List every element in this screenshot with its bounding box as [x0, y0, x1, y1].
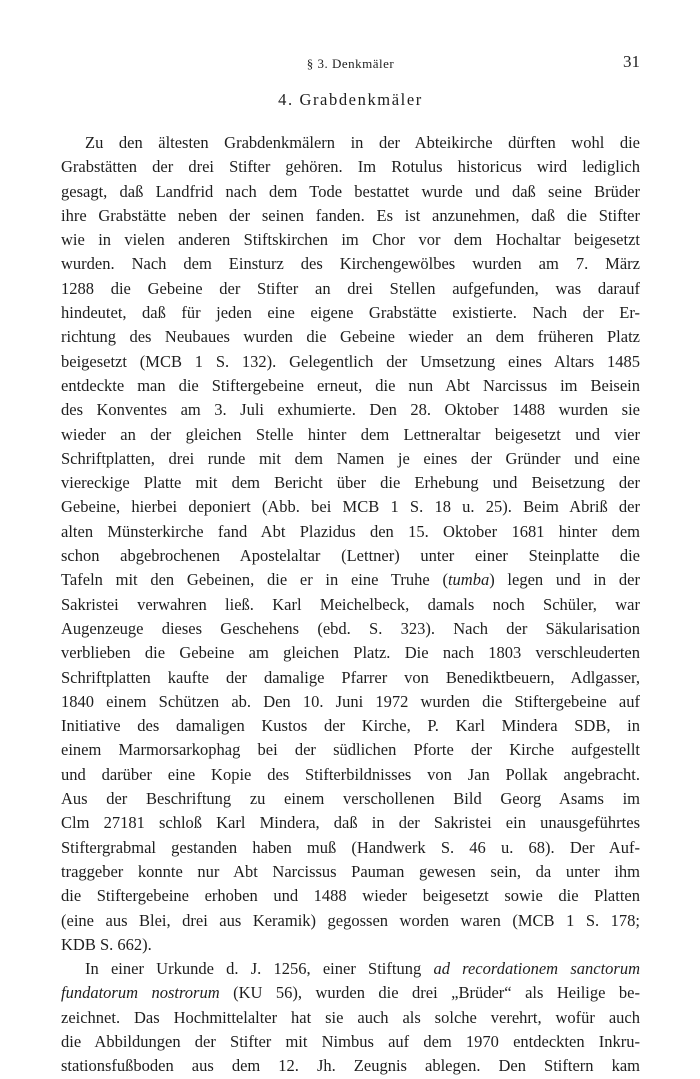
page-number: 31: [623, 52, 640, 71]
text-line: [61, 957, 640, 981]
text-line: die Abbildungen der Stifter mit Nimbus auf dem 1970 entdeckten Inkru-: [61, 1031, 640, 1051]
text-line: des Konventes am 3. Juli exhumierte. Den 28. Oktober 1488 wurden sie: [61, 400, 640, 420]
text-line: ihre Grabstätte neben der seinen fanden. Es ist anzunehmen, daß die Stifter: [61, 205, 640, 225]
text-line: zeichnet. Das Hochmittelalter hat sie auch als solche verehrt, wofür auch: [61, 1007, 640, 1027]
text-line: Gebeine, hierbei deponiert (Abb. bei MCB 1 S. 18 u. 25). Beim Abriß der: [61, 497, 640, 517]
text-line: Schriftplatten kaufte der damalige Pfarrer von Benediktbeuern, Adlgasser,: [61, 667, 640, 687]
text-line: Clm 27181 schloß Karl Mindera, daß in der Sakristei ein unausgeführtes: [61, 813, 640, 833]
text-line: verblieben die Gebeine am gleichen Platz. Die nach 1803 verschleuderten: [61, 643, 640, 663]
text-line: Zu den ältesten Grabdenkmälern in der Abteikirche dürften wohl die: [85, 133, 640, 152]
text-line: (eine aus Blei, drei aus Keramik) gegossen worden waren (MCB 1 S. 178;: [61, 910, 640, 930]
text-fragment: In einer Urkunde d. J. 1256, einer Stiftung: [85, 959, 434, 979]
text-line: schon abgebrochenen Apostelaltar (Lettner) unter einer Steinplatte die: [61, 546, 640, 566]
body-text: [61, 131, 640, 1079]
text-line: 1288 die Gebeine der Stifter an drei Stellen aufgefunden, was darauf: [61, 278, 640, 298]
text-line: wieder an der gleichen Stelle hinter dem Lettneraltar beigesetzt und vier: [61, 424, 640, 444]
italic-term: tumba: [447, 570, 490, 590]
text-line: und darüber eine Kopie des Stifterbildnisses von Jan Pollak angebracht.: [61, 764, 640, 784]
text-line: Grabstätten der drei Stifter gehören. Im Rotulus historicus wird lediglich: [61, 157, 640, 177]
text-line: wie in vielen anderen Stiftskirchen im Chor vor dem Hochaltar beigesetzt: [61, 230, 640, 250]
text-line: einem Marmorsarkophag bei der südlichen Pforte der Kirche aufgestellt: [61, 740, 640, 760]
text-line: [61, 568, 640, 592]
text-line: Schriftplatten, drei runde mit dem Namen je eines der Gründer und eine: [61, 448, 640, 468]
text-fragment: ) legen und in der: [489, 570, 640, 590]
text-line: viereckige Platte mit dem Bericht über die Erhebung und Beisetzung der: [61, 473, 640, 493]
text-line: Sakristei verwahren ließ. Karl Meichelbeck, damals noch Schüler, war: [61, 594, 640, 614]
text-line: Augenzeuge dieses Geschehens (ebd. S. 323). Nach der Säkularisation: [61, 618, 640, 638]
running-title: § 3. Denkmäler: [306, 56, 395, 71]
text-line: wurden. Nach dem Einsturz des Kirchengewölbes wurden am 7. März: [61, 254, 640, 274]
italic-term: fundatorum nostrorum: [61, 983, 220, 1003]
text-line: hindeutet, daß für jeden eine eigene Grabstätte existierte. Nach der Er-: [61, 303, 640, 323]
text-line: stationsfußboden aus dem 12. Jh. Zeugnis ablegen. Den Stiftern kam: [61, 1056, 640, 1076]
text-line: richtung des Neubaues wurden die Gebeine wieder an dem früheren Platz: [61, 327, 640, 347]
section-heading: 4. Grabdenkmäler: [278, 90, 423, 109]
text-line: Initiative des damaligen Kustos der Kirche, P. Karl Mindera SDB, in: [61, 716, 640, 736]
text-line: 1840 einem Schützen ab. Den 10. Juni 1972 wurden die Stiftergebeine auf: [61, 691, 640, 711]
text-line: Stiftergrabmal gestanden haben muß (Handwerk S. 46 u. 68). Der Auf-: [61, 837, 640, 857]
text-line: alten Münsterkirche fand Abt Plazidus den 15. Oktober 1681 hinter dem: [61, 521, 640, 541]
running-head: [61, 52, 640, 72]
text-fragment: (KU 56), wurden die drei „Brüder“ als Heilige be-: [219, 983, 640, 1003]
text-line: beigesetzt (MCB 1 S. 132). Gelegentlich der Umsetzung eines Altars 1485: [61, 351, 640, 371]
text-line: gesagt, daß Landfrid nach dem Tode bestattet wurde und daß seine Brüder: [61, 181, 640, 201]
text-line: KDB S. 662).: [61, 934, 152, 954]
text-line: entdeckte man die Stiftergebeine erneut, die nun Abt Narcissus im Beisein: [61, 375, 640, 395]
text-line: Aus der Beschriftung zu einem verschollenen Bild Georg Asams im: [61, 789, 640, 809]
text-line: [61, 981, 640, 1005]
text-line: die Stiftergebeine erhoben und 1488 wieder beigesetzt sowie die Platten: [61, 886, 640, 906]
text-fragment: Tafeln mit den Gebeinen, die er in eine Truhe (: [61, 570, 448, 590]
italic-term: ad recordationem sanctorum: [433, 959, 640, 979]
text-line: traggeber konnte nur Abt Narcissus Pauman gewesen sein, da unter ihm: [61, 861, 640, 881]
